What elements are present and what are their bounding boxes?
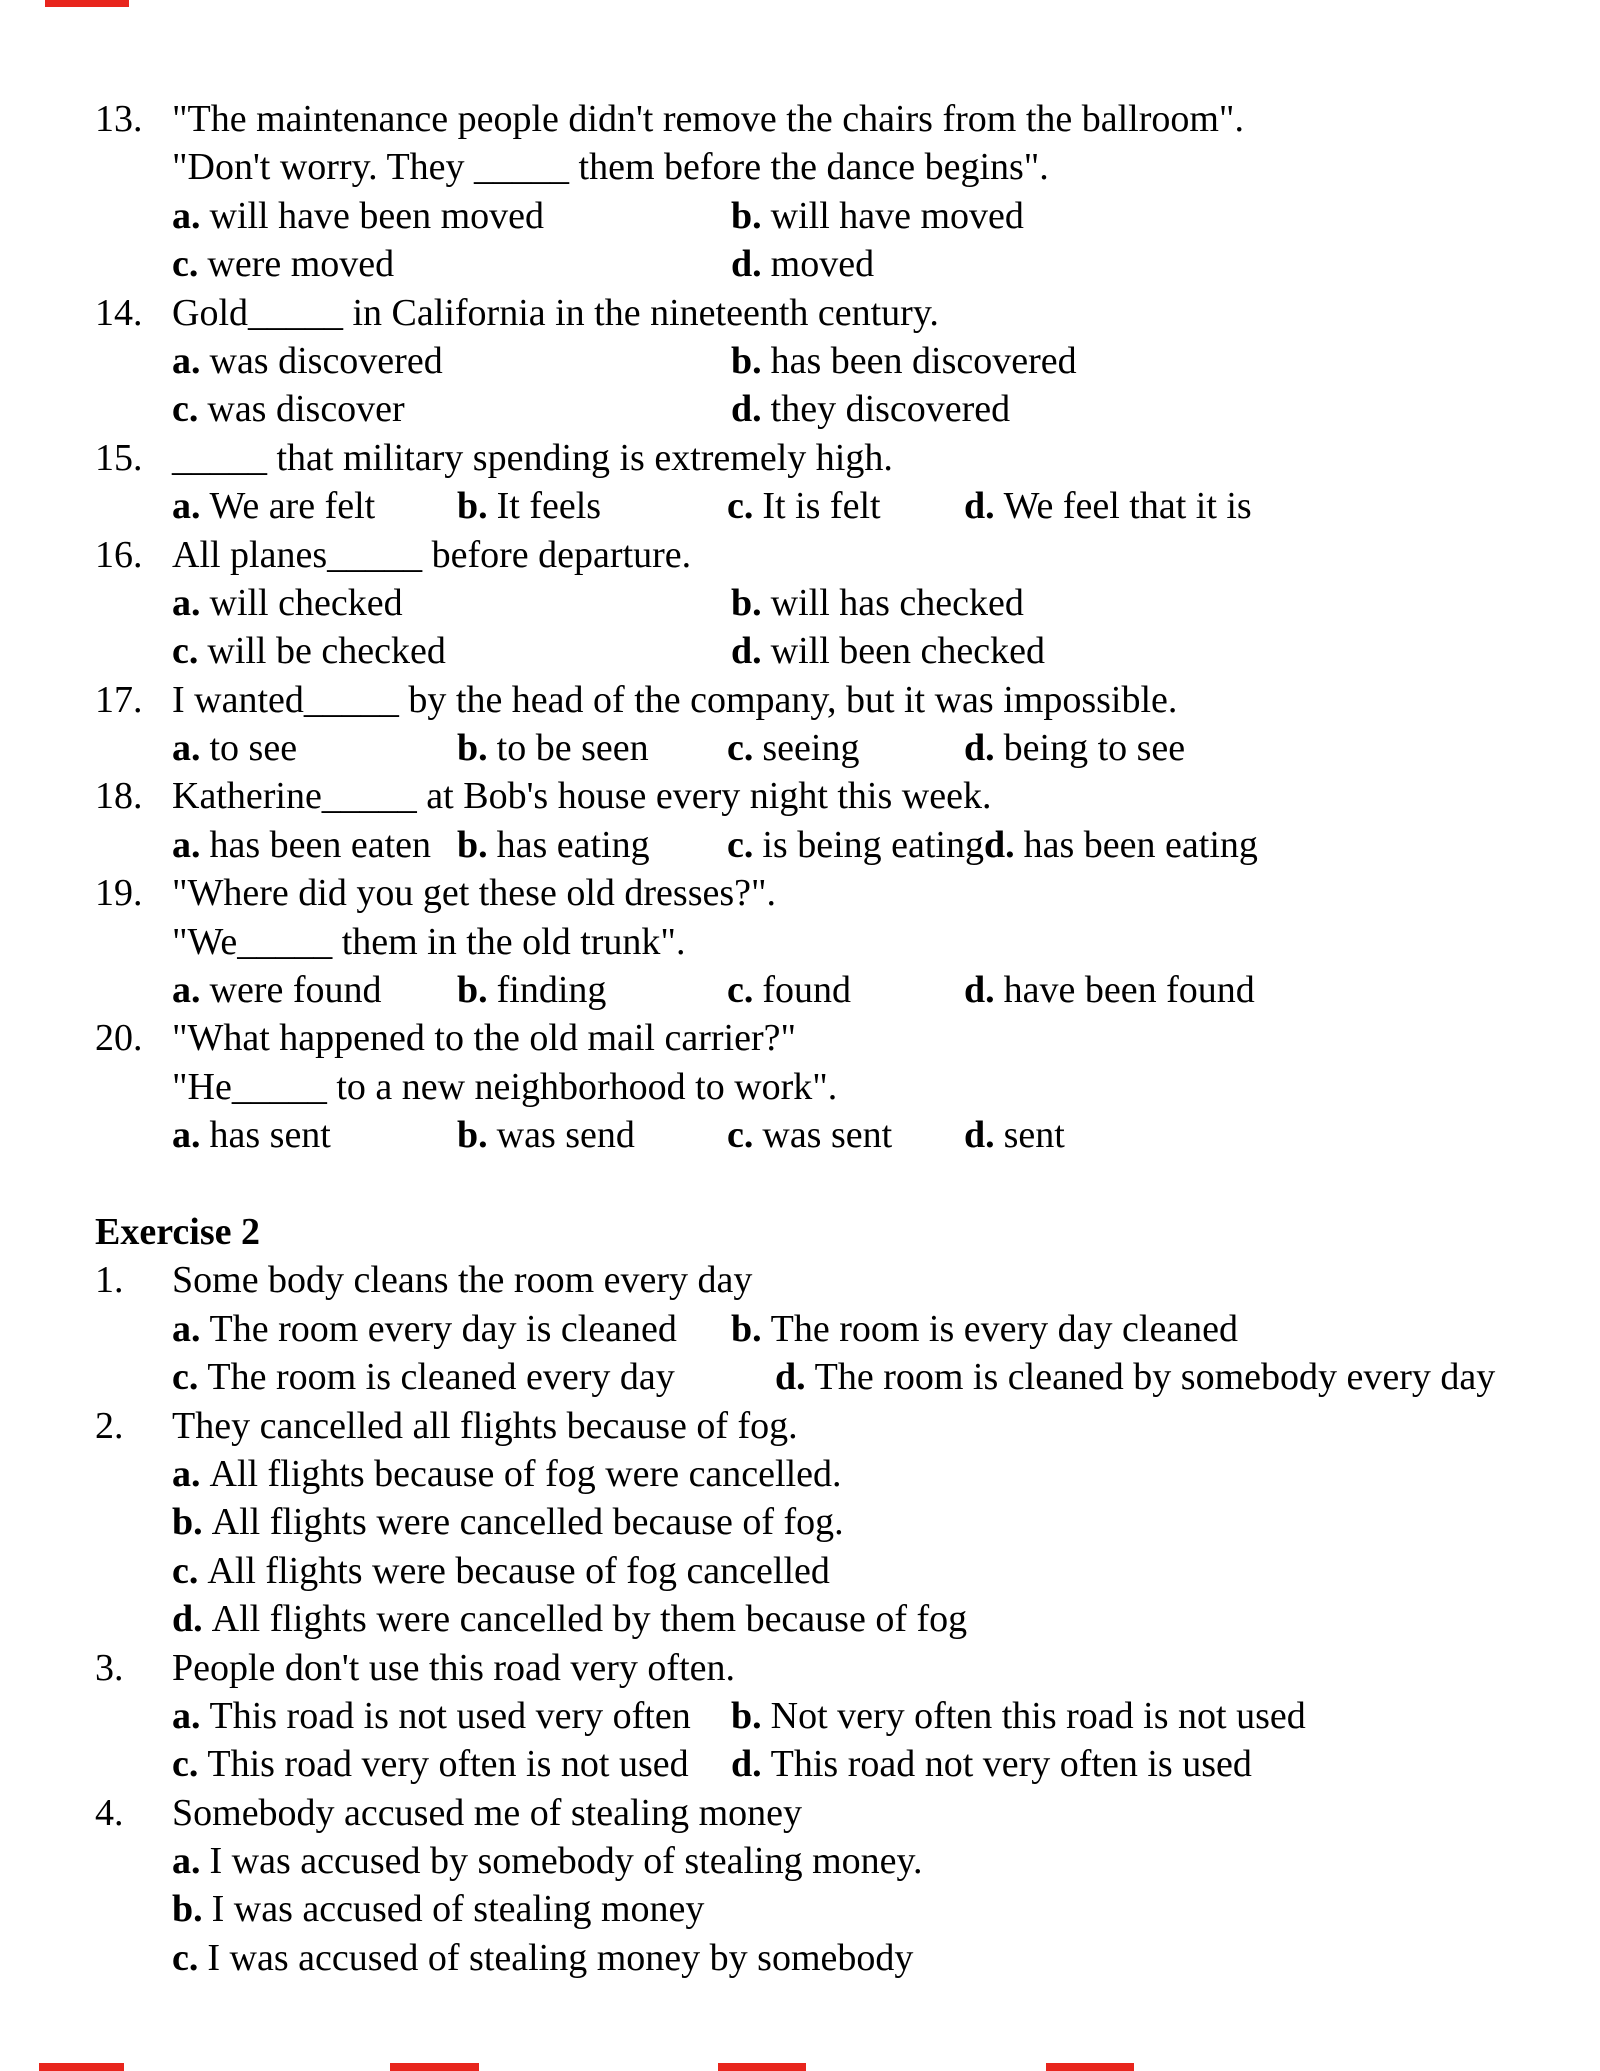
option-text: were found xyxy=(209,969,382,1012)
option-text: This road is not used very often xyxy=(209,1694,691,1737)
option-b xyxy=(172,1885,704,1933)
option-text: seeing xyxy=(762,727,860,770)
option-d xyxy=(172,1595,967,1643)
option-letter: b. xyxy=(731,1694,762,1737)
question-14-options-cd xyxy=(95,385,1570,433)
option-a xyxy=(172,1450,842,1498)
question-text: I wanted_____ by the head of the company, but it was impossible. xyxy=(172,678,1178,721)
option-a xyxy=(172,1692,731,1740)
question-number: 15. xyxy=(95,436,143,479)
option-text: will have been moved xyxy=(209,194,545,237)
option-b xyxy=(731,192,1024,240)
option-text: All flights were because of fog cancelled xyxy=(207,1549,830,1592)
option-letter: b. xyxy=(457,1114,488,1157)
option-a xyxy=(172,1111,457,1159)
option-c xyxy=(727,821,984,869)
option-text: I was accused of stealing money xyxy=(211,1888,705,1931)
ex2-question-4-option-b xyxy=(95,1885,1570,1933)
exercise-2-heading: Exercise 2 xyxy=(95,1210,260,1253)
option-text: We feel that it is xyxy=(1003,485,1252,528)
option-text: were moved xyxy=(207,243,395,286)
option-letter: c. xyxy=(727,823,754,866)
question-text: "We_____ them in the old trunk". xyxy=(172,920,686,963)
ex2-question-3-options-ab xyxy=(95,1692,1570,1740)
option-a xyxy=(172,1837,923,1885)
option-a xyxy=(172,821,457,869)
option-letter: a. xyxy=(172,581,201,624)
question-text: "He_____ to a new neighborhood to work". xyxy=(172,1065,838,1108)
option-letter: d. xyxy=(731,243,762,286)
option-text: being to see xyxy=(1003,727,1186,770)
option-letter: c. xyxy=(727,969,754,1012)
option-b xyxy=(731,1692,1306,1740)
option-letter: a. xyxy=(172,1452,201,1495)
question-20-line-2 xyxy=(95,1063,1570,1111)
option-text: It is felt xyxy=(762,485,881,528)
ex2-question-1-options-ab xyxy=(95,1305,1570,1353)
ex2-question-1-line-1 xyxy=(95,1256,1570,1304)
question-16-options-ab xyxy=(95,579,1570,627)
option-text: will has checked xyxy=(770,581,1024,624)
option-d xyxy=(964,1111,1065,1159)
option-letter: a. xyxy=(172,485,201,528)
question-15-line-1 xyxy=(95,434,1570,482)
question-text: Some body cleans the room every day xyxy=(172,1259,753,1302)
question-text: Gold_____ in California in the nineteenth century. xyxy=(172,291,939,334)
option-text: The room is cleaned by somebody every day xyxy=(814,1356,1496,1399)
question-18-options xyxy=(95,821,1570,869)
option-letter: d. xyxy=(731,630,762,673)
option-text: has sent xyxy=(209,1114,331,1157)
question-14-line-1 xyxy=(95,289,1570,337)
option-d xyxy=(775,1353,1495,1401)
ex2-question-3-line-1 xyxy=(95,1644,1570,1692)
option-d xyxy=(984,821,1258,869)
option-c xyxy=(172,627,731,675)
option-text: Not very often this road is not used xyxy=(770,1694,1306,1737)
option-letter: c. xyxy=(172,388,199,431)
ex2-question-2-option-a xyxy=(95,1450,1570,1498)
page-edge-mark-bottom-3 xyxy=(718,2063,806,2071)
option-letter: a. xyxy=(172,969,201,1012)
option-text: has been discovered xyxy=(770,339,1077,382)
ex2-question-2-option-d xyxy=(95,1595,1570,1643)
option-text: to see xyxy=(209,727,298,770)
question-17-options xyxy=(95,724,1570,772)
option-text: will checked xyxy=(209,581,403,624)
ex2-question-4-option-c xyxy=(95,1934,1570,1982)
question-16-line-1 xyxy=(95,531,1570,579)
question-15-options xyxy=(95,482,1570,530)
question-text: People don't use this road very often. xyxy=(172,1646,736,1689)
option-c xyxy=(172,1353,775,1401)
option-text: All flights because of fog were cancelled. xyxy=(209,1452,842,1495)
option-text: has been eating xyxy=(1023,823,1258,866)
option-letter: a. xyxy=(172,1307,201,1350)
option-b xyxy=(457,821,727,869)
option-letter: a. xyxy=(172,1114,201,1157)
option-letter: a. xyxy=(172,823,201,866)
option-letter: c. xyxy=(172,630,199,673)
question-16-options-cd xyxy=(95,627,1570,675)
option-c xyxy=(727,1111,964,1159)
option-letter: a. xyxy=(172,194,201,237)
option-c xyxy=(172,1740,731,1788)
option-b xyxy=(731,337,1077,385)
option-text: will be checked xyxy=(207,630,446,673)
question-number: 20. xyxy=(95,1017,143,1060)
question-13-line-1 xyxy=(95,95,1570,143)
option-text: This road not very often is used xyxy=(770,1743,1252,1786)
option-b xyxy=(457,724,727,772)
question-number: 18. xyxy=(95,775,143,818)
option-letter: b. xyxy=(457,485,488,528)
option-b xyxy=(457,482,727,530)
question-text: They cancelled all flights because of fog. xyxy=(172,1404,798,1447)
option-letter: d. xyxy=(964,485,995,528)
ex2-question-1-options-cd xyxy=(95,1353,1570,1401)
option-d xyxy=(964,724,1185,772)
option-text: sent xyxy=(1003,1114,1065,1157)
option-c xyxy=(172,1934,913,1982)
option-letter: b. xyxy=(731,1307,762,1350)
option-text: finding xyxy=(496,969,607,1012)
option-letter: b. xyxy=(457,727,488,770)
ex2-question-4-line-1 xyxy=(95,1789,1570,1837)
option-a xyxy=(172,337,731,385)
option-letter: d. xyxy=(984,823,1015,866)
option-letter: c. xyxy=(727,485,754,528)
question-text: Somebody accused me of stealing money xyxy=(172,1791,803,1834)
question-18-line-1 xyxy=(95,772,1570,820)
question-13-line-2 xyxy=(95,143,1570,191)
option-a xyxy=(172,966,457,1014)
blank-line xyxy=(95,1160,1570,1208)
option-a xyxy=(172,192,731,240)
option-letter: c. xyxy=(727,1114,754,1157)
option-a xyxy=(172,724,457,772)
option-d xyxy=(964,482,1252,530)
question-17-line-1 xyxy=(95,676,1570,724)
question-number: 16. xyxy=(95,533,143,576)
option-letter: a. xyxy=(172,1694,201,1737)
option-text: moved xyxy=(770,243,875,286)
option-b xyxy=(457,966,727,1014)
option-text: This road very often is not used xyxy=(207,1743,689,1786)
option-b xyxy=(457,1111,727,1159)
ex2-question-3-options-cd xyxy=(95,1740,1570,1788)
question-19-options xyxy=(95,966,1570,1014)
page-edge-mark-bottom-2 xyxy=(390,2063,479,2071)
question-19-line-2 xyxy=(95,918,1570,966)
question-13-options-cd xyxy=(95,240,1570,288)
option-c xyxy=(727,482,964,530)
option-text: has eating xyxy=(496,823,650,866)
question-number: 14. xyxy=(95,291,143,334)
option-letter: c. xyxy=(172,1743,199,1786)
ex2-question-4-option-a xyxy=(95,1837,1570,1885)
option-text: I was accused by somebody of stealing money. xyxy=(209,1840,923,1883)
option-letter: c. xyxy=(172,243,199,286)
option-text: I was accused of stealing money by somebody xyxy=(207,1936,914,1979)
option-letter: c. xyxy=(727,727,754,770)
option-a xyxy=(172,482,457,530)
option-text: The room every day is cleaned xyxy=(209,1307,677,1350)
question-number: 17. xyxy=(95,678,143,721)
option-b xyxy=(731,579,1024,627)
option-letter: a. xyxy=(172,339,201,382)
option-d xyxy=(731,1740,1252,1788)
option-letter: d. xyxy=(964,1114,995,1157)
option-letter: b. xyxy=(172,1501,203,1544)
option-letter: c. xyxy=(172,1356,199,1399)
option-d xyxy=(731,385,1010,433)
question-number: 3. xyxy=(95,1646,124,1689)
option-text: The room is every day cleaned xyxy=(770,1307,1239,1350)
option-a xyxy=(172,579,731,627)
question-number: 4. xyxy=(95,1791,124,1834)
page-edge-mark-bottom-4 xyxy=(1046,2063,1134,2071)
question-19-line-1 xyxy=(95,869,1570,917)
option-text: It feels xyxy=(496,485,602,528)
option-text: The room is cleaned every day xyxy=(207,1356,675,1399)
option-letter: d. xyxy=(731,1743,762,1786)
question-13-options-ab xyxy=(95,192,1570,240)
option-letter: d. xyxy=(964,969,995,1012)
option-c xyxy=(727,966,964,1014)
option-text: All flights were cancelled because of fog. xyxy=(211,1501,844,1544)
question-20-line-1 xyxy=(95,1014,1570,1062)
question-text: Katherine_____ at Bob's house every night this week. xyxy=(172,775,992,818)
option-letter: b. xyxy=(457,969,488,1012)
question-number: 2. xyxy=(95,1404,124,1447)
question-text: _____ that military spending is extremely high. xyxy=(172,436,893,479)
option-letter: c. xyxy=(172,1549,199,1592)
question-14-options-ab xyxy=(95,337,1570,385)
option-text: is being eating xyxy=(762,823,984,866)
option-text: found xyxy=(762,969,852,1012)
option-letter: d. xyxy=(775,1356,806,1399)
question-number: 19. xyxy=(95,872,143,915)
question-text: "Don't worry. They _____ them before the dance begins". xyxy=(172,146,1049,189)
question-20-options xyxy=(95,1111,1570,1159)
question-text: "The maintenance people didn't remove the chairs from the ballroom". xyxy=(172,98,1244,140)
option-letter: d. xyxy=(172,1598,203,1641)
question-text: All planes_____ before departure. xyxy=(172,533,692,576)
option-text: has been eaten xyxy=(209,823,432,866)
option-text: was discover xyxy=(207,388,405,431)
option-text: they discovered xyxy=(770,388,1011,431)
option-c xyxy=(172,385,731,433)
option-text: was sent xyxy=(762,1114,893,1157)
option-b xyxy=(172,1498,844,1546)
option-letter: b. xyxy=(731,194,762,237)
option-letter: a. xyxy=(172,1840,201,1883)
question-text: "What happened to the old mail carrier?" xyxy=(172,1017,796,1060)
question-text: "Where did you get these old dresses?". xyxy=(172,872,777,915)
option-c xyxy=(727,724,964,772)
option-text: All flights were cancelled by them because of fog xyxy=(211,1598,968,1641)
option-text: We are felt xyxy=(209,485,376,528)
question-number: 13. xyxy=(95,98,143,140)
option-letter: d. xyxy=(731,388,762,431)
option-letter: b. xyxy=(457,823,488,866)
option-text: will been checked xyxy=(770,630,1045,673)
option-text: will have moved xyxy=(770,194,1024,237)
option-letter: a. xyxy=(172,727,201,770)
page-edge-mark-top xyxy=(45,0,129,7)
option-letter: d. xyxy=(964,727,995,770)
question-number: 1. xyxy=(95,1259,124,1302)
ex2-question-2-line-1 xyxy=(95,1402,1570,1450)
option-text: was send xyxy=(496,1114,635,1157)
option-text: was discovered xyxy=(209,339,443,382)
option-b xyxy=(731,1305,1238,1353)
ex2-question-2-option-c xyxy=(95,1547,1570,1595)
option-letter: b. xyxy=(172,1888,203,1931)
option-letter: b. xyxy=(731,339,762,382)
ex2-question-2-option-b xyxy=(95,1498,1570,1546)
option-c xyxy=(172,240,731,288)
option-c xyxy=(172,1547,830,1595)
option-text: to be seen xyxy=(496,727,649,770)
option-text: have been found xyxy=(1003,969,1255,1012)
option-d xyxy=(731,240,874,288)
page-edge-mark-bottom-1 xyxy=(39,2063,124,2071)
option-d xyxy=(731,627,1045,675)
option-d xyxy=(964,966,1255,1014)
option-letter: b. xyxy=(731,581,762,624)
option-a xyxy=(172,1305,731,1353)
option-letter: c. xyxy=(172,1936,199,1979)
